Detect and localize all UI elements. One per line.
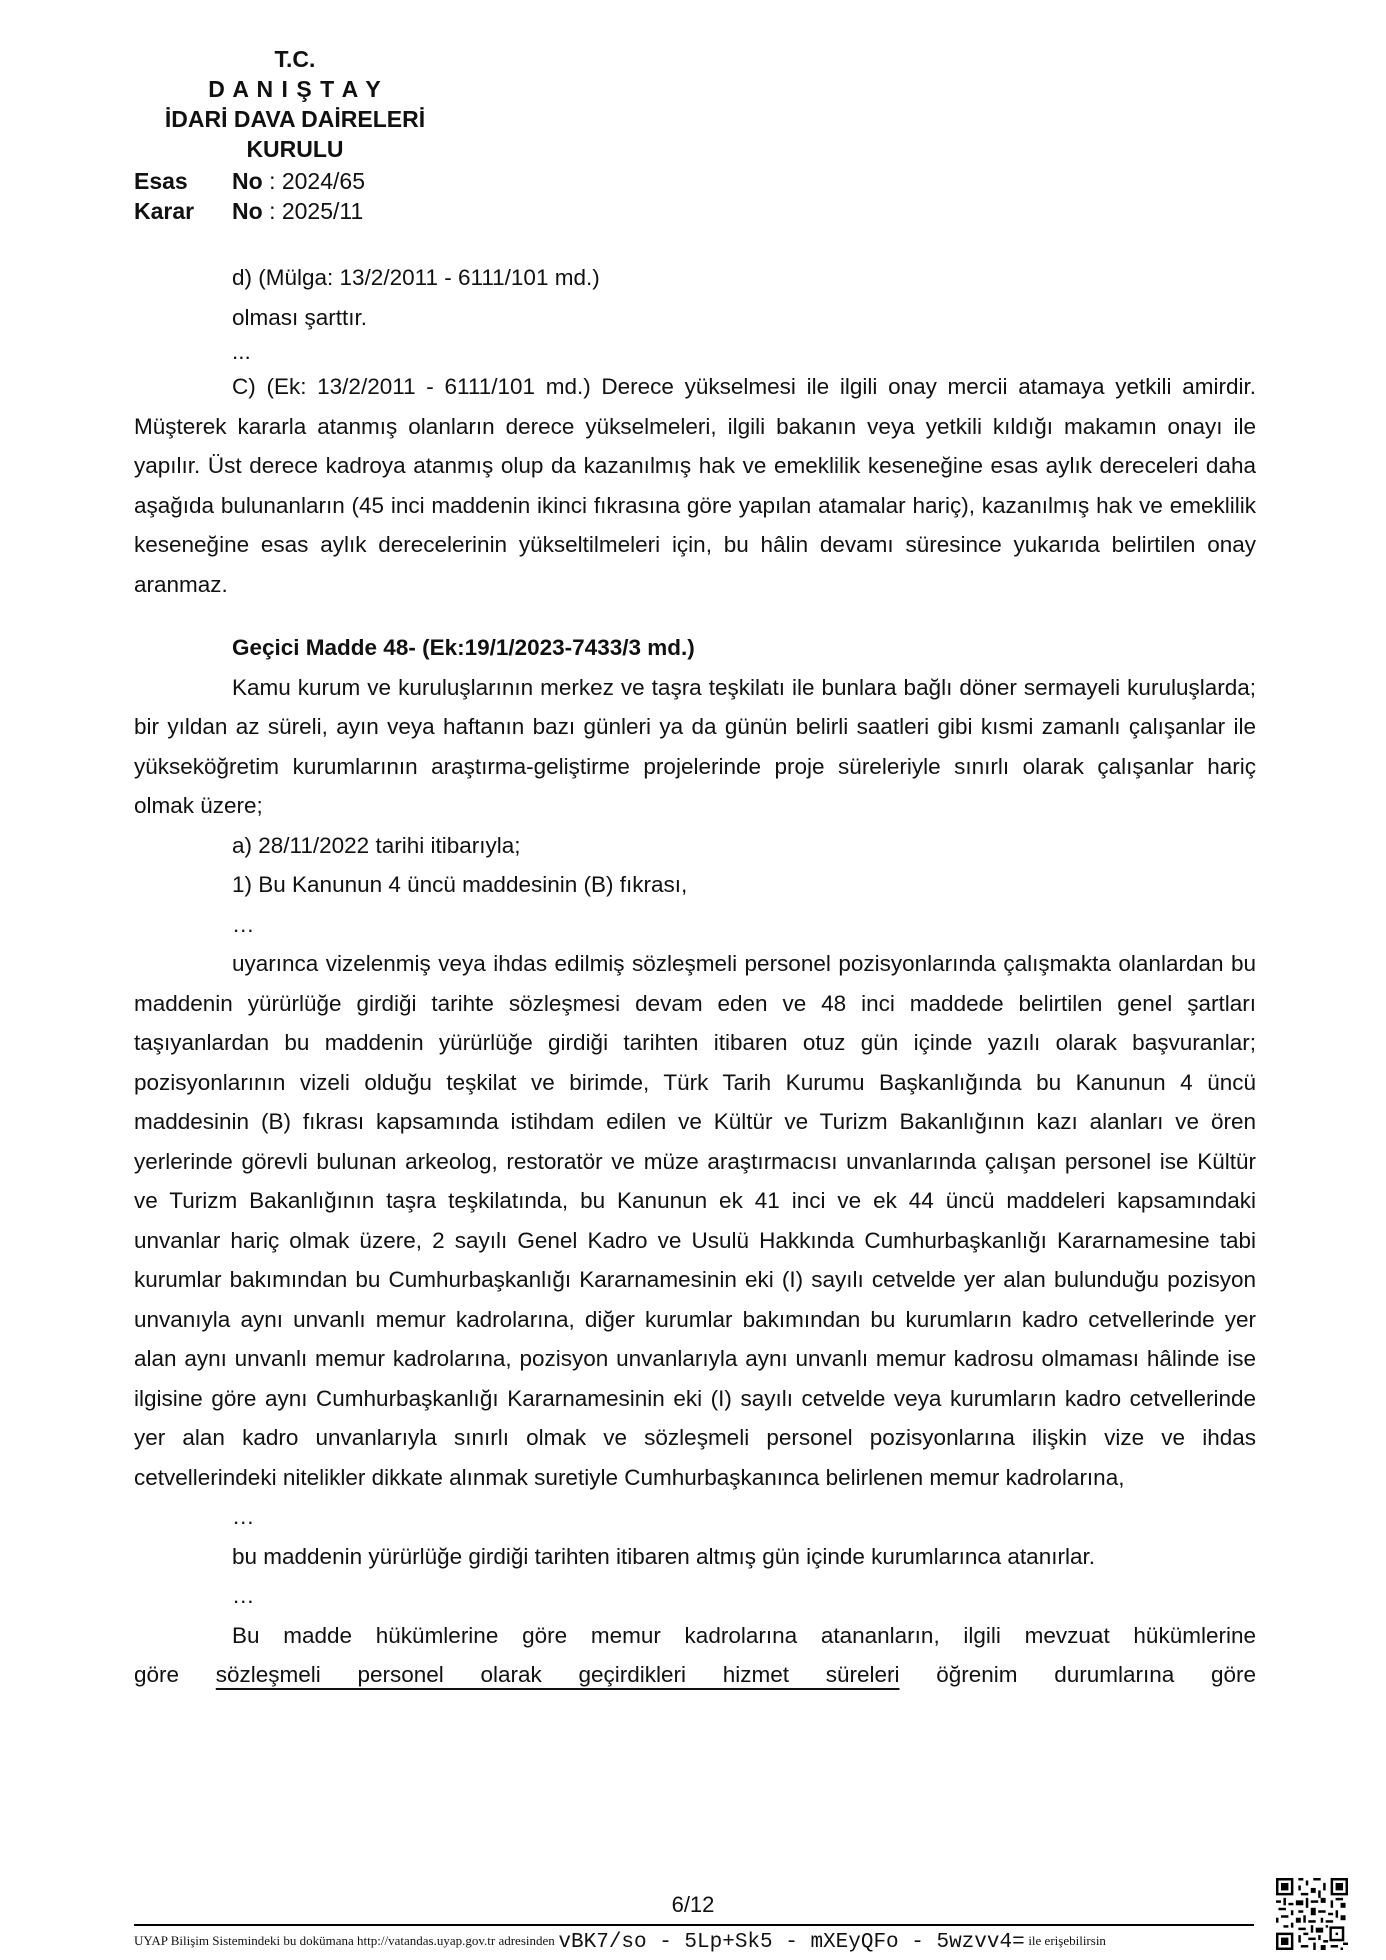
header-chamber: İDARİ DAVA DAİRELERİ — [164, 106, 426, 132]
paragraph-repealed: d) (Mülga: 13/2/2011 - 6111/101 md.) — [232, 265, 600, 290]
esas-value: : 2024/65 — [269, 168, 365, 194]
karar-no-label: No — [232, 198, 263, 224]
paragraph-appointment: uyarınca vizelenmiş veya ihdas edilmiş sözleşmeli personel pozisyonlarında çalışmakta olanlardan bu maddenin yürürlüğe girdiği tarihte sözleşmesi devam eden ve 48 inci maddede belirtilen genel şartları taşıyanlardan bu maddenin yürürlüğe girdiği tarihten itibaren otuz gün içinde yazılı olarak başvuranlar; pozisyonlarının vizeli olduğu teşkilat ve birimde, Türk Tarih Kurumu Başkanlığında bu Kanunun 4 üncü maddesinin (B) fıkrası kapsamında istihdam edilen ve Kültür ve Turizm Bakanlığının kazı alanları ve ören yerlerinde görevli bulunan arkeolog, restoratör ve müze araştırmacısı unvanlarında çalışan personel ise Kültür ve Turizm Bakanlığının taşra teşkilatında, bu Kanunun ek 41 inci ve ek 44 üncü maddeleri kapsamındaki unvanlar hariç olmak üzere, 2 sayılı Genel Kadro ve Usulü Hakkında Cumhurbaşkanlığı Kararnamesine tabi kurumlar bakımından bu Cumhurbaşkanlığı Kararnamesinin eki (I) sayılı cetvelde yer alan bulunduğu pozisyon unvanıyla aynı unvanlı memur kadrolarına, diğer kurumlar bakımından bu kurumların kadro cetvellerinde yer alan aynı unvanlı memur kadrolarına, pozisyon unvanlarıyla aynı unvanlı memur kadrosu olmaması hâlinde ise ilgisine göre aynı Cumhurbaşkanlığı Kararnamesinin eki (I) sayılı cetvelde veya kurumların kadro cetvellerinde yer alan kadro unvanlarıyla sınırlı olmak ve sözleşmeli personel pozisyonlarına ilişkin vize ve ihdas cetvellerindeki nitelikler dikkate alınmak suretiyle Cumhurbaşkanınca belirlenen memur kadrolarına, — [134, 951, 1256, 1490]
verification-code: vBK7/so - 5Lp+Sk5 - mXEyQFo - 5wzvv4= — [558, 1931, 1025, 1954]
page-number: 6/12 — [671, 1892, 715, 1917]
karar-value: : 2025/11 — [269, 198, 364, 224]
spacer — [134, 604, 1256, 628]
article-heading: Geçici Madde 48- (Ek:19/1/2023-7433/3 md.) — [232, 635, 695, 660]
paragraph-service-periods-cont — [134, 1655, 1256, 1695]
paragraph-ellipsis: … — [232, 1504, 255, 1529]
paragraph-item-1: 1) Bu Kanunun 4 üncü maddesinin (B) fıkrası, — [232, 872, 688, 897]
paragraph-item-a: a) 28/11/2022 tarihi itibarıyla; — [232, 832, 521, 858]
esas-row — [134, 166, 365, 196]
paragraph-service-periods: Bu madde hükümlerine göre memur kadrolarına atananların, ilgili mevzuat hükümlerine — [232, 1622, 1256, 1648]
karar-label: Karar — [134, 198, 195, 224]
footer-text-end: ile erişebilirsin — [1028, 1933, 1106, 1948]
footer-verification — [134, 1930, 1258, 1954]
paragraph-appointment-deadline: bu maddenin yürürlüğe girdiği tarihten itibaren altmış gün içinde kurumlarınca atanırlar. — [232, 1543, 1095, 1569]
paragraph-promotion-approval: C) (Ek: 13/2/2011 - 6111/101 md.) Derece yükselmesi ile ilgili onay mercii atamaya yetkili amirdir. Müşterek kararla atanmış olanların derece yükselmeleri, ilgili bakanın veya yetkili kıldığı makamın onayı ile yapılır. Üst derece kadroya atanmış olup da kazanılmış hak ve emeklilik keseneğine esas aylık dereceleri daha aşağıda bulunanların (45 inci maddenin ikinci fıkrasına göre yapılan atamalar hariç), kazanılmış hak ve emeklilik keseneğine esas aylık derecelerinin yükseltilmeleri için, bu hâlin devamı süresince yukarıda belirtilen onay aranmaz. — [134, 374, 1256, 597]
qr-code-icon — [1276, 1878, 1348, 1950]
karar-row — [134, 196, 363, 226]
underlined-text: sözleşmeli personel olarak geçirdikleri hizmet süreleri — [215, 1662, 900, 1687]
header-tc: T.C. — [274, 46, 316, 72]
esas-no-label: No — [232, 168, 263, 194]
paragraph-scope: Kamu kurum ve kuruluşlarının merkez ve taşra teşkilatı ile bunlara bağlı döner sermayeli kuruluşlarda; bir yıldan az süreli, ayın veya haftanın bazı günleri ya da günün belirli saatleri gibi kısmi zamanlı çalışanlar ile yükseköğretim kurumlarının araştırma-geliştirme projelerinde proje süreleriyle sınırlı olarak çalışanlar hariç olmak üzere; — [134, 674, 1256, 818]
text-segment: göre — [134, 1662, 180, 1687]
header-board: KURULU — [246, 136, 344, 162]
esas-label: Esas — [134, 168, 188, 194]
header-danistay: D A N I Ş T A Y — [208, 76, 382, 102]
paragraph-ellipsis: … — [232, 911, 255, 937]
text-segment: öğrenim durumlarına göre — [936, 1662, 1256, 1687]
document-body — [134, 258, 1256, 1695]
footer-text: UYAP Bilişim Sistemindeki bu dokümana http://vatandas.uyap.gov.tr adresinden — [134, 1933, 555, 1948]
paragraph-ellipsis: … — [232, 1583, 255, 1608]
paragraph-condition: olması şarttır. — [232, 304, 368, 330]
paragraph-ellipsis: ... — [232, 339, 251, 364]
footer-divider — [134, 1924, 1254, 1926]
